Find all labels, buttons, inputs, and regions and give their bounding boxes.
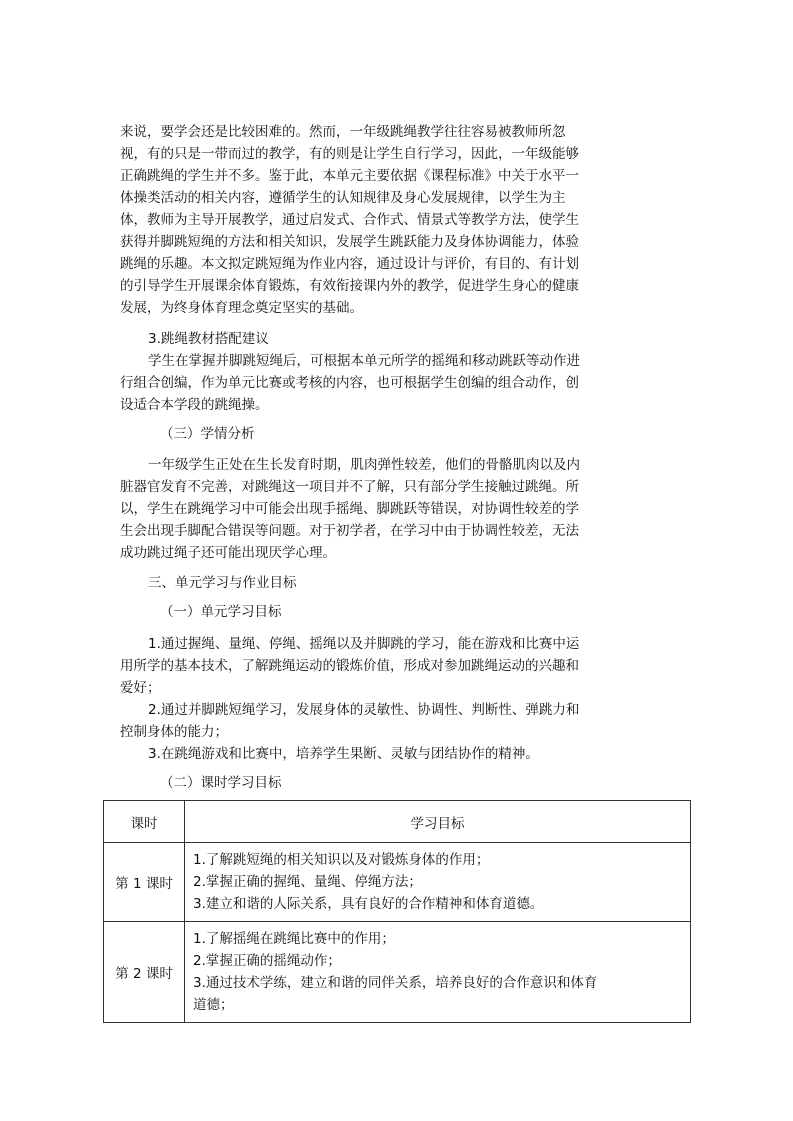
subsection-heading: （一）单元学习目标 [160, 604, 282, 620]
goal-item: 1.了解跳短绳的相关知识以及对锻炼身体的作用； [193, 852, 490, 868]
goal-line: 爱好； [120, 680, 161, 696]
lesson-cell: 第 2 课时 [104, 922, 185, 1023]
paragraph-line: 成功跳过绳子还可能出现厌学心理。 [120, 545, 336, 561]
paragraph-line: 一年级学生正处在生长发育时期，肌肉弹性较差，他们的骨骼肌肉以及内 [148, 457, 580, 473]
table-header-row [104, 801, 691, 843]
goal-cell [185, 843, 691, 922]
goal-line: 2.通过并脚跳短绳学习，发展身体的灵敏性、协调性、判断性、弹跳力和 [148, 702, 580, 718]
table-row [104, 843, 691, 922]
section-heading: 3.跳绳教材搭配建议 [148, 331, 269, 347]
lesson-cell: 第 1 课时 [104, 843, 185, 922]
paragraph-line: 正确跳绳的学生并不多。鉴于此，本单元主要依据《课程标准》中关于水平一 [120, 168, 579, 184]
goal-line: 3.在跳绳游戏和比赛中，培养学生果断、灵敏与团结协作的精神。 [148, 746, 539, 762]
subsection-heading: （二）课时学习目标 [160, 775, 282, 791]
paragraph-line: 学生在掌握并脚跳短绳后，可根据本单元所学的摇绳和移动跳跃等动作进 [148, 353, 580, 369]
goal-item: 3.通过技术学练，建立和谐的同伴关系，培养良好的合作意识和体育 [193, 975, 598, 991]
paragraph-line: 行组合创编，作为单元比赛或考核的内容，也可根据学生创编的组合动作，创 [120, 375, 579, 391]
section-heading: 三、单元学习与作业目标 [148, 575, 297, 591]
paragraph-line: 脏器官发育不完善，对跳绳这一项目并不了解，只有部分学生接触过跳绳。所 [120, 479, 579, 495]
paragraph-line: 体，教师为主导开展教学，通过启发式、合作式、情景式等教学方法，使学生 [120, 212, 579, 228]
paragraph-line: 跳绳的乐趣。本文拟定跳短绳为作业内容，通过设计与评价，有目的、有计划 [120, 256, 579, 272]
goal-cell [185, 922, 691, 1023]
lesson-goals-table [103, 800, 691, 1023]
goal-item: 3.建立和谐的人际关系，具有良好的合作精神和体育道德。 [193, 896, 544, 912]
paragraph-line: 设适合本学段的跳绳操。 [120, 397, 269, 413]
goal-line: 控制身体的能力； [120, 724, 228, 740]
paragraph-line: 来说，要学会还是比较困难的。然而，一年级跳绳教学往往容易被教师所忽 [120, 124, 566, 140]
paragraph-line: 发展，为终身体育理念奠定坚实的基础。 [120, 300, 363, 316]
header-lesson: 课时 [104, 801, 185, 843]
section-heading: （三）学情分析 [160, 426, 255, 442]
goal-item: 1.了解摇绳在跳绳比赛中的作用； [193, 931, 395, 947]
paragraph-line: 生会出现手脚配合错误等问题。对于初学者，在学习中由于协调性较差，无法 [120, 523, 579, 539]
paragraph-line: 体操类活动的相关内容，遵循学生的认知规律及身心发展规律，以学生为主 [120, 190, 566, 206]
paragraph-line: 的引导学生开展课余体育锻炼，有效衔接课内外的教学，促进学生身心的健康 [120, 278, 579, 294]
header-goal: 学习目标 [185, 801, 691, 843]
paragraph-line: 视，有的只是一带而过的教学，有的则是让学生自行学习，因此，一年级能够 [120, 146, 579, 162]
table-row [104, 922, 691, 1023]
goal-line: 1.通过握绳、量绳、停绳、摇绳以及并脚跳的学习，能在游戏和比赛中运 [148, 636, 580, 652]
goal-item: 2.掌握正确的握绳、量绳、停绳方法； [193, 874, 422, 890]
paragraph-line: 以，学生在跳绳学习中可能会出现手摇绳、脚跳跃等错误，对协调性较差的学 [120, 501, 579, 517]
goal-item: 2.掌握正确的摇绳动作； [193, 953, 341, 969]
goal-line: 用所学的基本技术，了解跳绳运动的锻炼价值，形成对参加跳绳运动的兴趣和 [120, 658, 579, 674]
goal-item: 道德； [193, 997, 234, 1013]
paragraph-line: 获得并脚跳短绳的方法和相关知识，发展学生跳跃能力及身体协调能力，体验 [120, 234, 579, 250]
